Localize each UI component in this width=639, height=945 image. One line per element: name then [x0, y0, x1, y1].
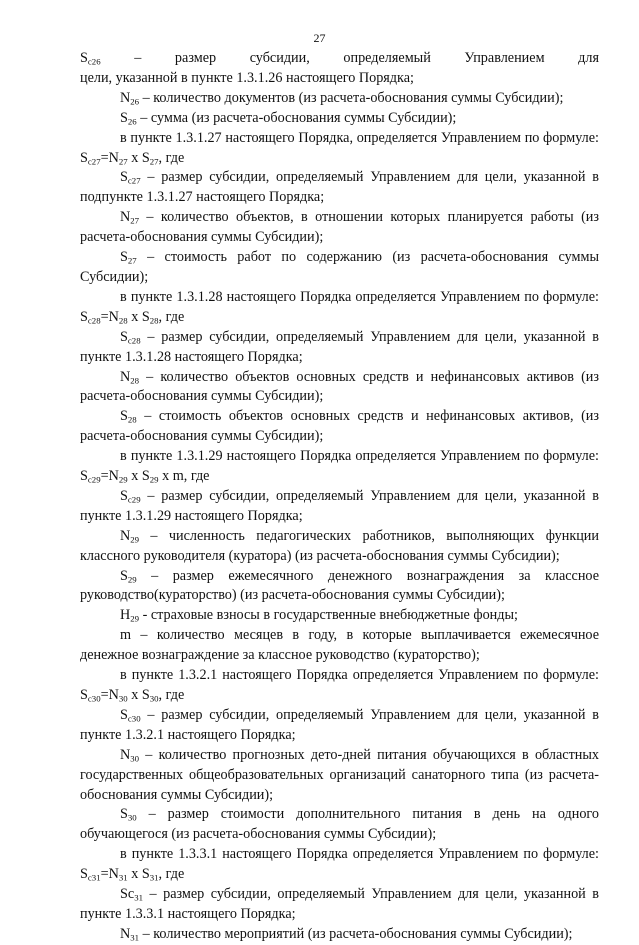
subscript: 27 — [149, 156, 159, 167]
paragraph — [80, 567, 599, 607]
subscript: c29 — [127, 494, 141, 505]
text-run: – количество объектов основных средств и нефинансовых активов (из расчета-обоснования суммы Субсидии); — [80, 368, 599, 405]
paragraph — [80, 89, 599, 109]
text-run: в пункте 1.3.1.29 настоящего Порядка определяется Управлением по формуле: S — [80, 448, 599, 485]
paragraph — [80, 666, 599, 706]
text-run: – размер субсидии, определяемый Управлением для цели, указанной в пункте 1.3.1.28 настоящего Порядка; — [80, 328, 599, 365]
text-run: в пункте 1.3.1.28 настоящего Порядка определяется Управлением по формуле: S — [80, 288, 599, 325]
text-run: m – количество месяцев в году, в которые выплачивается ежемесячное денежное вознаграждение за классное руководство (кураторство); — [80, 627, 599, 664]
text-run: – количество документов (из расчета-обоснования суммы Субсидии); — [139, 89, 564, 106]
subscript: 31 — [149, 872, 159, 883]
subscript: c31 — [87, 872, 101, 883]
subscript: c26 — [87, 56, 101, 67]
text-run: – количество мероприятий (из расчета-обоснования суммы Субсидии); — [139, 925, 573, 942]
subscript: 31 — [130, 932, 140, 943]
subscript: 31 — [118, 872, 128, 883]
paragraph — [80, 527, 599, 567]
text-run: S — [120, 169, 128, 186]
text-run: , где — [158, 866, 185, 883]
text-run: =N — [100, 866, 119, 883]
subscript: 26 — [127, 116, 137, 127]
subscript: 31 — [134, 892, 143, 903]
text-run: в пункте 1.3.2.1 настоящего Порядка определяется Управлением по формуле: S — [80, 667, 599, 703]
page-number: 27 — [313, 31, 326, 45]
text-run: цели, указанной в пункте 1.3.1.26 настоящего Порядка; — [80, 69, 414, 86]
text-run: x S — [127, 468, 150, 485]
paragraph — [80, 49, 599, 69]
paragraph — [80, 925, 599, 945]
text-run: x S — [127, 687, 150, 703]
text-run: N — [120, 89, 131, 106]
text-run: – размер субсидии, определяемый Управлением для цели, указанной в пункте 1.3.3.1 настоящего Порядка; — [80, 886, 599, 922]
text-run: - страховые взносы в государственные внебюджетные фонды; — [139, 607, 518, 624]
subscript: 29 — [118, 474, 128, 485]
text-run: N — [120, 925, 131, 942]
text-run: S — [80, 50, 88, 66]
subscript: 29 — [130, 534, 140, 545]
paragraph — [80, 328, 599, 368]
text-run: S — [120, 408, 128, 425]
text-run: – сумма (из расчета-обоснования суммы Субсидии); — [136, 109, 457, 126]
subscript: 28 — [118, 315, 128, 326]
paragraph — [80, 805, 599, 845]
subscript: 29 — [127, 574, 137, 585]
text-run: N — [120, 527, 131, 544]
text-run: S — [120, 487, 128, 504]
text-run: в пункте 1.3.3.1 настоящего Порядка определяется Управлением по формуле: S — [80, 846, 599, 883]
text-run: S — [120, 706, 128, 723]
paragraph — [80, 368, 599, 408]
text-run: x S — [127, 149, 150, 166]
paragraph — [80, 447, 599, 487]
paragraph — [80, 69, 599, 89]
text-run: – размер ежемесячного денежного вознаграждения за классное руководство(кураторство) (из расчета-обоснования суммы Субсидии); — [80, 567, 599, 604]
text-run: S — [120, 328, 128, 345]
subscript: 29 — [149, 474, 159, 485]
paragraph — [80, 208, 599, 248]
subscript: 30 — [118, 693, 128, 704]
text-run: S — [120, 806, 128, 823]
text-run: x S — [127, 308, 150, 325]
subscript: 30 — [127, 813, 137, 824]
paragraph — [80, 706, 599, 746]
text-run: =N — [100, 687, 119, 703]
paragraph — [80, 168, 599, 208]
subscript: c27 — [87, 156, 101, 167]
text-run: Sc — [120, 886, 135, 903]
subscript: 29 — [130, 614, 140, 625]
text-run: , где — [158, 687, 185, 703]
subscript: c29 — [87, 474, 101, 485]
text-run: N — [120, 368, 131, 385]
subscript: c28 — [127, 335, 141, 346]
text-run: H — [120, 607, 131, 624]
paragraph — [80, 487, 599, 527]
text-run: x S — [127, 866, 150, 883]
paragraph — [80, 288, 599, 328]
subscript: 28 — [149, 315, 159, 326]
paragraph — [80, 407, 599, 447]
document-body — [80, 49, 599, 945]
subscript: 27 — [127, 255, 137, 266]
text-run: – размер субсидии, определяемый Управлением для — [100, 50, 599, 66]
paragraph — [80, 109, 599, 129]
subscript: 30 — [130, 753, 140, 764]
text-run: – размер субсидии, определяемый Управлением для цели, указанной в пункте 1.3.2.1 настоящего Порядка; — [80, 706, 599, 743]
text-run: – размер субсидии, определяемый Управлением для цели, указанной в пункте 1.3.1.29 настоящего Порядка; — [80, 487, 599, 524]
subscript: 28 — [127, 414, 137, 425]
text-run: x m, где — [158, 468, 210, 485]
text-run: N — [120, 746, 131, 763]
subscript: c27 — [127, 176, 141, 187]
subscript: 27 — [130, 215, 140, 226]
text-run: – численность педагогических работников, выполняющих функции классного руководителя (куратора) (из расчета-обоснования суммы Субсидии); — [80, 527, 599, 564]
text-run: S — [120, 109, 128, 126]
text-run: =N — [100, 468, 119, 485]
subscript: 28 — [130, 375, 140, 386]
paragraph — [80, 129, 599, 169]
subscript: c30 — [127, 713, 141, 724]
paragraph — [80, 248, 599, 288]
text-run: N — [120, 209, 131, 226]
text-run: – размер субсидии, определяемый Управлением для цели, указанной в подпункте 1.3.1.27 настоящего Порядка; — [80, 169, 599, 206]
subscript: 30 — [149, 693, 159, 704]
text-run: – количество объектов, в отношении которых планируется работы (из расчета-обоснования суммы Субсидии); — [80, 209, 599, 246]
text-run: , где — [158, 308, 185, 325]
text-run: =N — [100, 308, 119, 325]
text-run: , где — [158, 149, 185, 166]
paragraph — [80, 606, 599, 626]
text-run: S — [120, 249, 128, 266]
text-run: – размер стоимости дополнительного питания в день на одного обучающегося (из расчета-обоснования суммы Субсидии); — [80, 806, 599, 843]
text-run: – количество прогнозных дето-дней питания обучающихся в областных государственных общеобразовательных организаций санаторного типа (из расчета-обоснования суммы Субсидии); — [80, 746, 599, 803]
subscript: 26 — [130, 96, 140, 107]
subscript: c28 — [87, 315, 101, 326]
text-run: – стоимость работ по содержанию (из расчета-обоснования суммы Субсидии); — [80, 249, 599, 285]
paragraph — [80, 845, 599, 885]
paragraph — [80, 626, 599, 666]
text-run: – стоимость объектов основных средств и нефинансовых активов, (из расчета-обоснования суммы Субсидии); — [80, 408, 599, 445]
text-run: в пункте 1.3.1.27 настоящего Порядка, определяется Управлением по формуле: S — [80, 129, 599, 166]
subscript: 27 — [118, 156, 128, 167]
subscript: c30 — [87, 693, 101, 704]
text-run: =N — [100, 149, 119, 166]
text-run: S — [120, 567, 128, 584]
paragraph — [80, 746, 599, 806]
